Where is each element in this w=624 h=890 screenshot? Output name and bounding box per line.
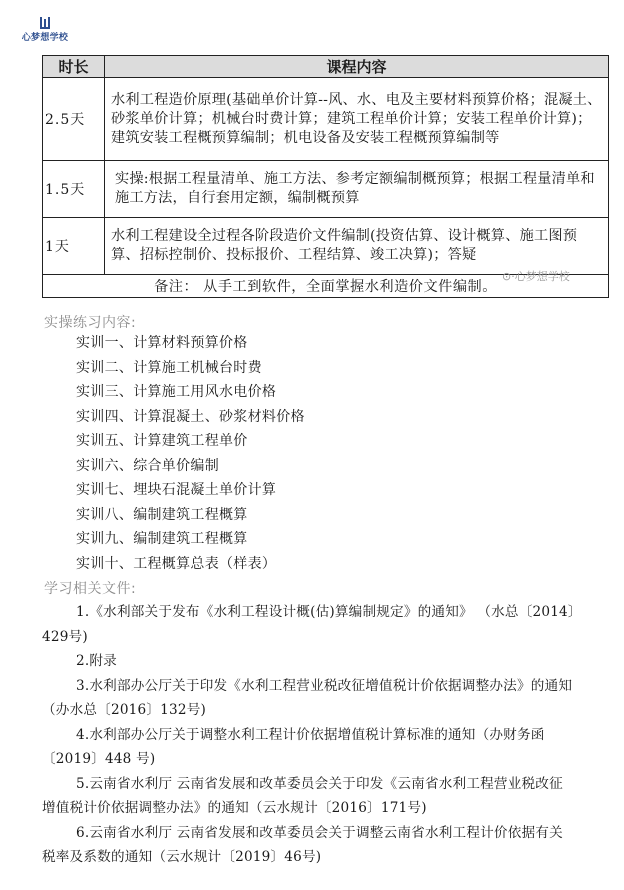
content-cell: 实操:根据工程量清单、施工方法、参考定额编制概预算；根据工程量清单和施工方法，自行套用定额，编制概预算 <box>105 161 609 218</box>
duration-cell: 1天 <box>43 218 105 275</box>
watermark <box>502 268 570 284</box>
list-item: 实训十、工程概算总表（样表） <box>76 555 277 572</box>
document-line: 6.云南省水利厅 云南省发展和改革委员会关于调整云南省水利工程计价依据有关 <box>76 824 563 841</box>
content-cell: 水利工程建设全过程各阶段造价文件编制(投资估算、设计概算、施工图预算、招标控制价、投标报价、工程结算、竣工决算)；答疑 <box>105 218 609 275</box>
logo-icon <box>37 16 53 30</box>
document-list <box>42 600 616 870</box>
exercise-list <box>76 336 305 581</box>
document-line: 2.附录 <box>76 653 117 669</box>
course-table <box>42 55 609 298</box>
list-item: 实训三、计算施工用风水电价格 <box>76 384 277 400</box>
note-cell: 备注： 从手工到软件，全面掌握水利造价文件编制。 <box>43 275 609 298</box>
list-item: 实训一、计算材料预算价格 <box>76 335 248 351</box>
content-cell: 水利工程造价原理(基础单价计算--风、水、电及主要材料预算价格；混凝土、砂浆单价计算；机械台时费计算；建筑工程单价计算；安装工程单价计算)；建筑安装工程概预算编制；机电设备及安装工程概预算编制等 <box>105 78 609 161</box>
watermark-icon: ⊙· <box>502 270 515 283</box>
header-duration: 时长 <box>43 56 105 78</box>
list-item: 实训九、编制建筑工程概算 <box>76 531 248 547</box>
documents-title: 学习相关文件: <box>44 581 137 597</box>
list-item: 实训七、埋块石混凝土单价计算 <box>76 482 277 498</box>
table-row <box>43 161 609 218</box>
list-item: 实训八、编制建筑工程概算 <box>76 506 248 523</box>
duration-cell: 1.5天 <box>43 161 105 218</box>
document-line: 1.《水利部关于发布《水利工程设计概(估)算编制规定》的通知》 （水总〔2014〕 <box>76 604 582 620</box>
list-item: 实训四、计算混凝土、砂浆材料价格 <box>76 408 305 425</box>
table-row <box>43 218 609 275</box>
document-line: 〔2019〕448 号) <box>42 751 156 767</box>
list-item: 实训五、计算建筑工程单价 <box>76 433 248 449</box>
document-line: 4.水利部办公厅关于调整水利工程计价依据增值税计算标准的通知（办财务函 <box>76 726 545 743</box>
watermark-text: 心梦想学校 <box>514 270 570 283</box>
document-line: （办水总〔2016〕132号) <box>42 702 207 718</box>
document-line: 429号) <box>42 628 88 645</box>
exercises-title: 实操练习内容: <box>44 315 137 331</box>
document-line: 3.水利部办公厅关于印发《水利工程营业税改征增值税计价依据调整办法》的通知 <box>76 677 573 694</box>
table-header-row <box>43 56 609 78</box>
duration-cell: 2.5天 <box>43 78 105 161</box>
table-row <box>43 78 609 161</box>
list-item: 实训六、综合单价编制 <box>76 457 219 474</box>
logo-text: 心梦想学校 <box>21 33 69 43</box>
document-line: 增值税计价依据调整办法》的通知（云水规计〔2016〕171号) <box>42 800 427 816</box>
logo <box>14 16 76 43</box>
document-line: 5.云南省水利厅 云南省发展和改革委员会关于印发《云南省水利工程营业税改征 <box>76 775 563 792</box>
document-line: 税率及系数的通知（云水规计〔2019〕46号) <box>42 849 322 865</box>
header-content: 课程内容 <box>105 56 609 78</box>
list-item: 实训二、计算施工机械台时费 <box>76 359 262 376</box>
